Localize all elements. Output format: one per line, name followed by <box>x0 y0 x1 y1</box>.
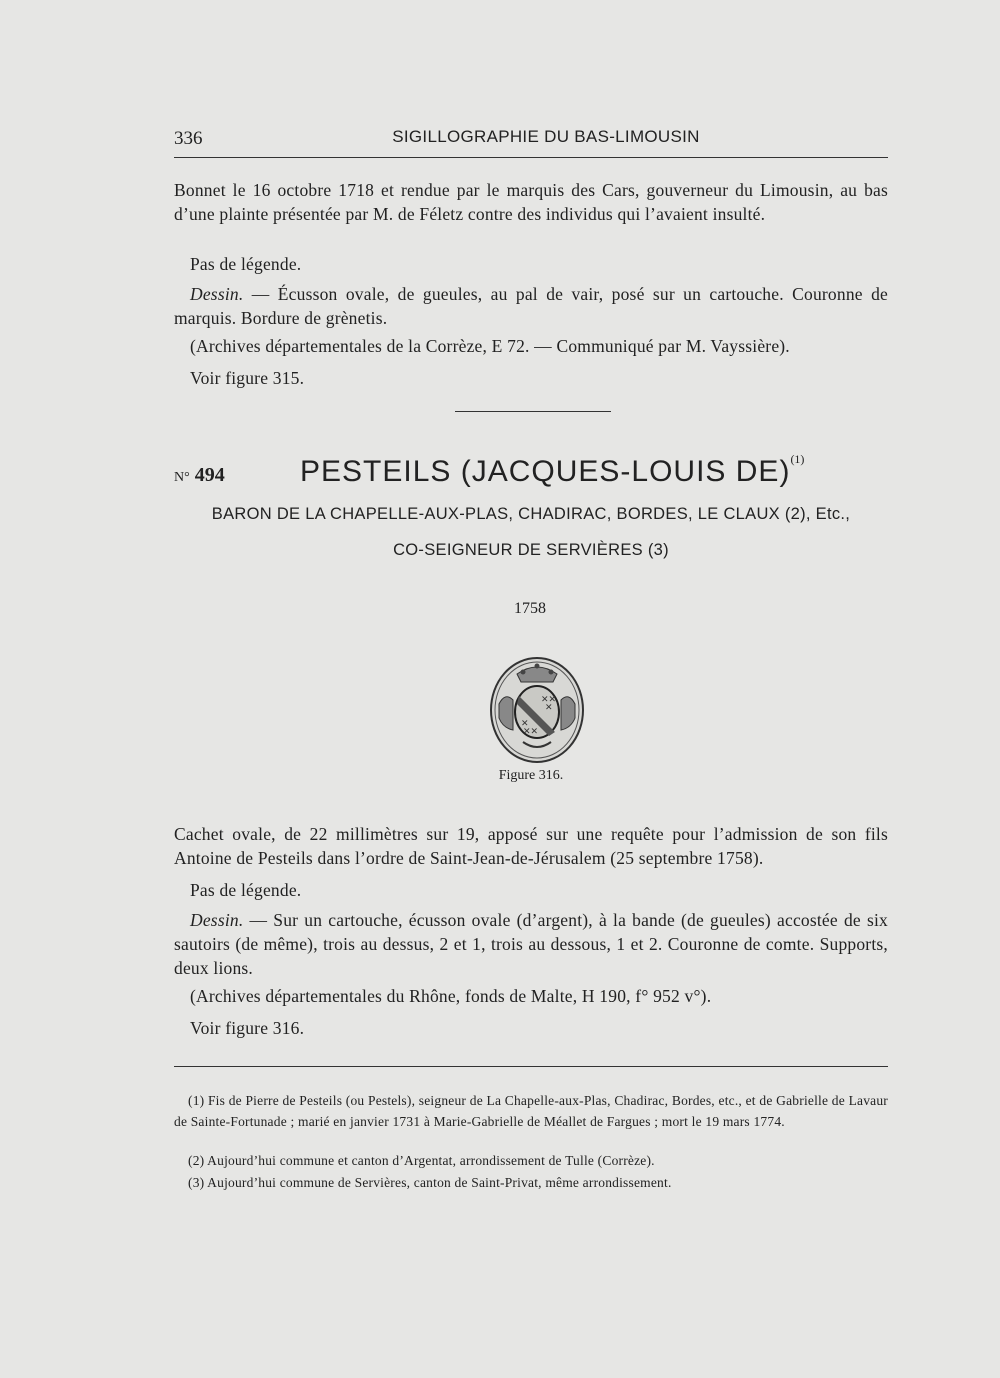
running-title: SIGILLOGRAPHIE DU BAS-LIMOUSIN <box>392 127 700 146</box>
entry-subtitle-line2: CO-SEIGNEUR DE SERVIÈRES (3) <box>393 541 669 559</box>
entry-heading <box>174 450 888 494</box>
entry-name <box>300 452 804 489</box>
entry-year: 1758 <box>514 600 546 617</box>
entry-figure-ref: Voir figure 316. <box>190 1018 305 1038</box>
svg-text:✕✕: ✕✕ <box>523 727 539 737</box>
entry-number-value: 494 <box>194 464 225 486</box>
entry-subtitle-line1: BARON DE LA CHAPELLE-AUX-PLAS, CHADIRAC, BORDES, LE CLAUX (2), Etc., <box>211 505 851 523</box>
section-divider <box>455 411 611 412</box>
previous-entry-dessin <box>174 282 888 330</box>
dessin-text: — Sur un cartouche, écusson ovale (d’argent), à la bande (de gueules) accostée de six sautoirs (de même), trois au dessus, 2 et 1, trois au dessous, 1 et 2. Couronne de comte. Supports, deux lions. <box>174 910 888 978</box>
footnote-2: (2) Aujourd’hui commune et canton d’Argentat, arrondissement de Tulle (Corrèze). <box>188 1153 655 1168</box>
previous-entry-text: Bonnet le 16 octobre 1718 et rendue par le marquis des Cars, gouverneur du Limousin, au bas d’une plainte présentée par M. de Féletz contre des individus qui l’avaient insulté. <box>174 180 888 224</box>
entry-archives: (Archives départementales du Rhône, fonds de Malte, H 190, f° 952 v°). <box>190 986 712 1006</box>
footnote-1: (1) Fis de Pierre de Pesteils (ou Pestels), seigneur de La Chapelle-aux-Plas, Chadirac, Bordes, etc., et de Gabrielle de Lavaur de Sainte-Fortunade ; marié en janvier 1731 à Marie-Gabrielle de Méallet de Fargues ; mort le 19 mars 1774. <box>174 1093 888 1129</box>
dessin-label: Dessin. <box>190 910 244 930</box>
entry-legend: Pas de légende. <box>190 880 302 900</box>
entry-description: Cachet ovale, de 22 millimètres sur 19, apposé sur une requête pour l’admission de son fils Antoine de Pesteils dans l’ordre de Saint-Jean-de-Jérusalem (25 septembre 1758). <box>174 824 888 868</box>
entry-number-prefix: N° <box>174 470 190 485</box>
svg-text:✕✕: ✕✕ <box>541 695 557 705</box>
svg-text:✕: ✕ <box>521 719 529 729</box>
svg-text:✕: ✕ <box>545 703 553 713</box>
entry-number <box>174 464 225 487</box>
header-rule <box>174 157 888 158</box>
footnote-3: (3) Aujourd’hui commune de Servières, canton de Saint-Privat, même arrondissement. <box>188 1175 672 1190</box>
previous-entry-archives: (Archives départementales de la Corrèze, E 72. — Communiqué par M. Vayssière). <box>190 336 790 356</box>
figure-caption: Figure 316. <box>498 768 564 783</box>
footnote-ref-1: (1) <box>790 452 805 466</box>
dessin-label: Dessin. <box>190 284 244 304</box>
seal-image <box>487 654 587 766</box>
previous-entry-figure-ref: Voir figure 315. <box>190 368 305 388</box>
page-number: 336 <box>174 128 203 149</box>
previous-entry-legend: Pas de légende. <box>190 254 302 274</box>
page-header <box>174 124 888 156</box>
entry-name-text: PESTEILS (JACQUES-LOUIS DE) <box>300 455 791 488</box>
entry-dessin <box>174 908 888 980</box>
footnote-rule <box>174 1066 888 1067</box>
dessin-text: — Écusson ovale, de gueules, au pal de vair, posé sur un cartouche. Couronne de marquis. Bordure de grènetis. <box>174 284 888 328</box>
